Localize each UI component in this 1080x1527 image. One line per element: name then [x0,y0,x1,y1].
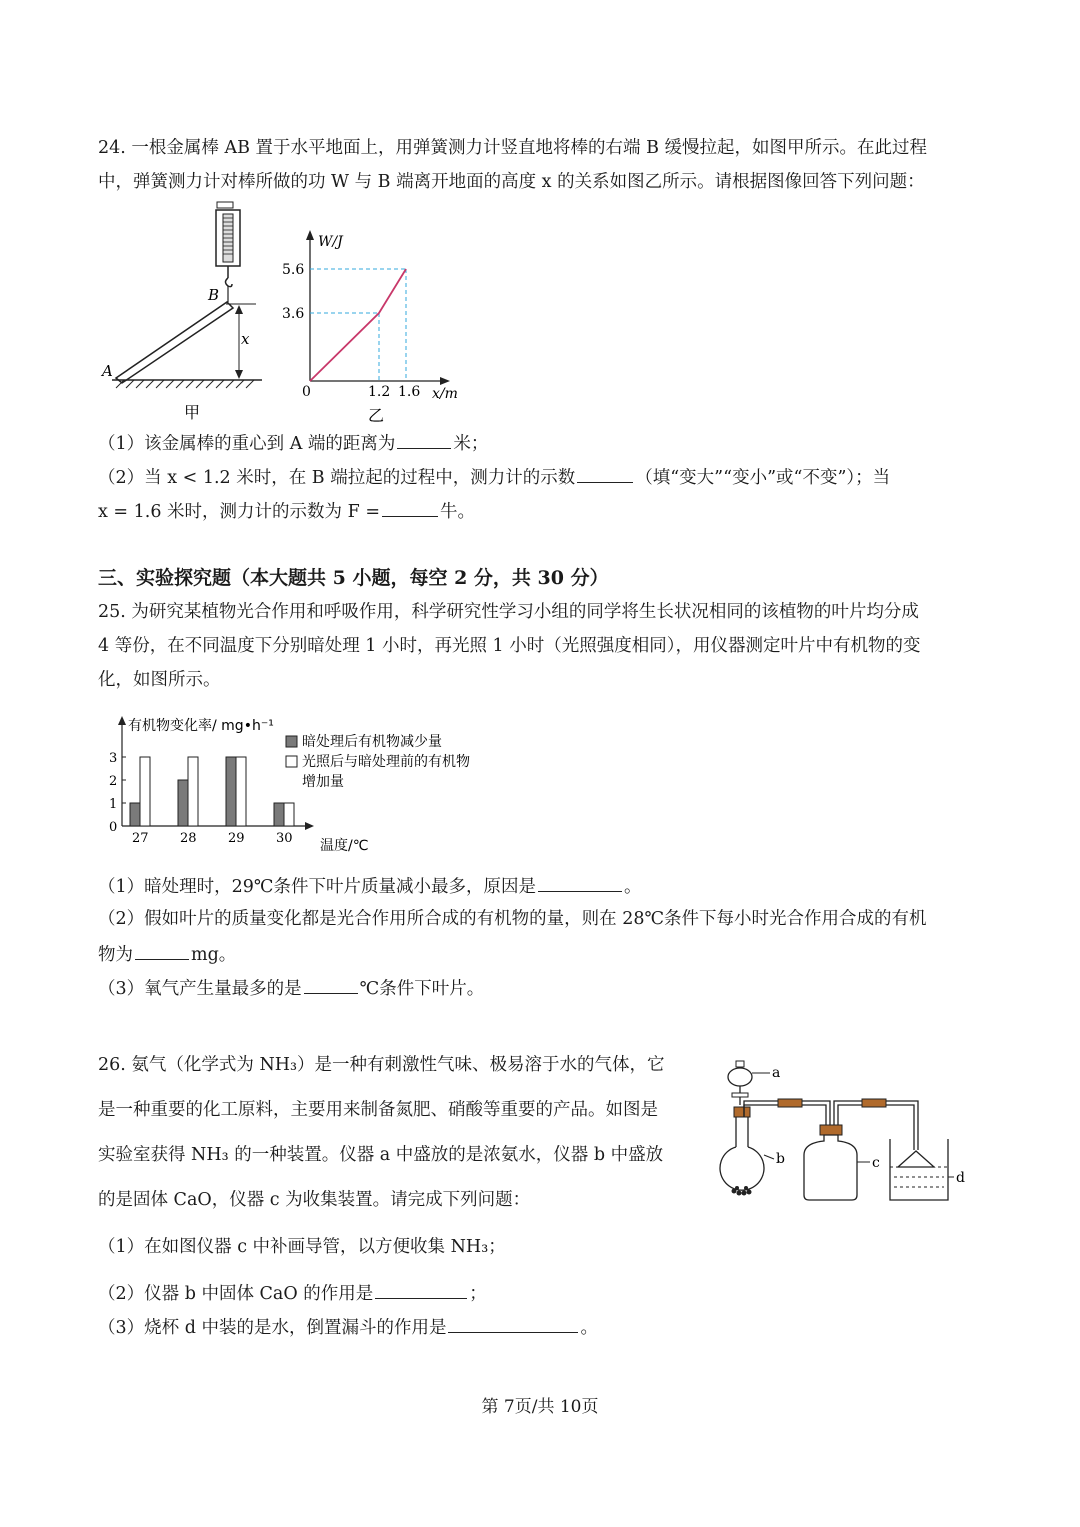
category-label-30: 30 [276,831,293,846]
q24-line1: 24. 一根金属棒 AB 置于水平地面上，用弹簧测力计竖直地将棒的右端 B 缓慢拉起，如图甲所示。在此过程 [98,138,927,158]
bar-light-29 [236,757,246,826]
q25-sub3 [98,975,484,1001]
q26-sub2-text: （2）仪器 b 中固体 CaO 的作用是 [98,1284,374,1304]
q24-sub1-unit: 米； [453,434,489,454]
section-title: 三、实验探究题（本大题共 5 小题，每空 2 分，共 30 分） [98,567,609,589]
inverted-funnel [898,1151,934,1167]
bar-light-27 [140,757,150,826]
q25-line2: 4 等份，在不同温度下分别暗处理 1 小时，再光照 1 小时（光照强度相同），用仪器测定叶片中有机物的变 [98,636,921,656]
rubber-tube-1 [778,1099,802,1107]
legend-item-1: 暗处理后有机物减少量 [302,734,442,750]
legend-item-2-line2: 增加量 [302,774,344,790]
q25-sub1-text: （1）暗处理时，29℃条件下叶片质量减小最多，原因是 [98,877,536,897]
answer-blank[interactable] [304,975,358,994]
q24-line2: 中，弹簧测力计对棒所做的功 W 与 B 端离开地面的高度 x 的关系如图乙所示。请根据图像回答下列问题： [98,172,925,192]
y-tick-0: 0 [109,820,118,835]
q25-sub1 [98,873,641,899]
q24-sub2-unit: 牛。 [439,502,475,522]
caption-yi: 乙 [368,406,385,425]
bar-dark-29 [226,757,236,826]
answer-blank[interactable] [538,873,622,892]
q24-sub2-text: （2）当 x < 1.2 米时，在 B 端拉起的过程中，测力计的示数 [98,468,576,488]
y-tick-2: 2 [109,774,118,789]
label-b: b [776,1151,785,1167]
q26-sub1: （1）在如图仪器 c 中补画导管，以方便收集 NH₃； [98,1237,506,1257]
bar-light-28 [188,757,198,826]
y-tick-5.6: 5.6 [282,262,305,278]
q24-sub2-text2: x = 1.6 米时，测力计的示数为 F = [98,502,380,522]
q25-sub2-text: 物为 [98,945,133,965]
q25-sub3-end: ℃条件下叶片。 [359,979,485,999]
caption-jia: 甲 [184,403,201,422]
category-label-29: 29 [228,831,245,846]
legend-swatch-dark [286,736,297,747]
answer-blank[interactable] [397,430,451,449]
bar-chart [100,712,500,857]
work-curve [310,269,406,381]
answer-blank[interactable] [375,1280,467,1299]
scale-top-ring [217,202,233,208]
q24-sub2-hint: （填“变大”“变小”或“不变”）；当 [635,468,891,488]
y-tick-3: 3 [109,751,118,766]
q24-sub2-line2 [98,498,475,524]
bar-dark-27 [130,803,140,826]
q25-line1: 25. 为研究某植物光合作用和呼吸作用，科学研究性学习小组的同学将生长状况相同的该植物的叶片均分成 [98,602,919,622]
y-tick-1: 1 [109,797,118,812]
metal-rod [116,302,233,383]
q25-sub2-unit: mg。 [191,945,237,965]
flask [720,1147,764,1190]
chart-ylabel: 有机物变化率/ mg•h⁻¹ [128,718,274,734]
x-tick-1.2: 1.2 [368,384,391,400]
label-x: x [241,330,250,348]
category-label-27: 27 [132,831,149,846]
q26-sub3 [98,1314,598,1340]
x-tick-1.6: 1.6 [398,384,421,400]
legend-swatch-light [286,756,297,767]
answer-blank[interactable] [577,464,633,483]
answer-blank[interactable] [135,941,189,960]
q26-sub2-end: ； [469,1284,487,1304]
q25-line3: 化，如图所示。 [98,670,221,690]
x-axis-label: x/m [432,386,458,402]
label-a: a [772,1065,781,1081]
y-tick-3.6: 3.6 [282,306,305,322]
beaker [890,1139,948,1200]
legend-item-2-line1: 光照后与暗处理前的有机物 [302,754,470,770]
q26-line4: 的是固体 CaO，仪器 c 为收集装置。请完成下列问题： [98,1190,531,1210]
q26-line3: 实验室获得 NH₃ 的一种装置。仪器 a 中盛放的是浓氨水，仪器 b 中盛放 [98,1145,664,1165]
q24-sub1 [98,430,488,456]
q26-sub3-end: 。 [580,1318,598,1338]
category-label-28: 28 [180,831,197,846]
figure-yi-graph [278,226,478,426]
bar-dark-30 [274,803,284,826]
y-axis-label: W/J [318,234,343,250]
bar-dark-28 [178,780,188,826]
q25-sub2-line1: （2）假如叶片的质量变化都是光合作用所合成的有机物的量，则在 28℃条件下每小时光合作用合成的有机 [98,909,927,929]
q26-line1: 26. 氨气（化学式为 NH₃）是一种有刺激性气味、极易溶于水的气体，它 [98,1055,665,1075]
label-d: d [956,1170,965,1186]
q26-sub2 [98,1280,487,1306]
q24-sub1-text: （1）该金属棒的重心到 A 端的距离为 [98,434,396,454]
answer-blank[interactable] [382,498,438,517]
q24-sub2-line1 [98,464,890,490]
q26-sub3-text: （3）烧杯 d 中装的是水，倒置漏斗的作用是 [98,1318,447,1338]
apparatus-figure [712,1055,982,1210]
q25-sub3-text: （3）氧气产生量最多的是 [98,979,302,999]
q26-line2: 是一种重要的化工原料，主要用来制备氮肥、硝酸等重要的产品。如图是 [98,1100,658,1120]
answer-blank[interactable] [448,1314,578,1333]
collection-bottle [804,1135,857,1200]
figure-jia [96,200,271,430]
rubber-tube-2 [862,1099,886,1107]
label-c: c [872,1155,880,1171]
bar-light-30 [284,803,294,826]
q25-sub2-line2 [98,941,236,967]
origin-label: 0 [302,384,311,400]
label-A: A [102,362,113,380]
q25-sub1-end: 。 [623,877,642,897]
chart-xlabel: 温度/℃ [320,838,369,854]
label-B: B [208,286,220,304]
page-footer: 第 7页/共 10页 [481,1397,599,1417]
separatory-funnel [728,1068,752,1086]
